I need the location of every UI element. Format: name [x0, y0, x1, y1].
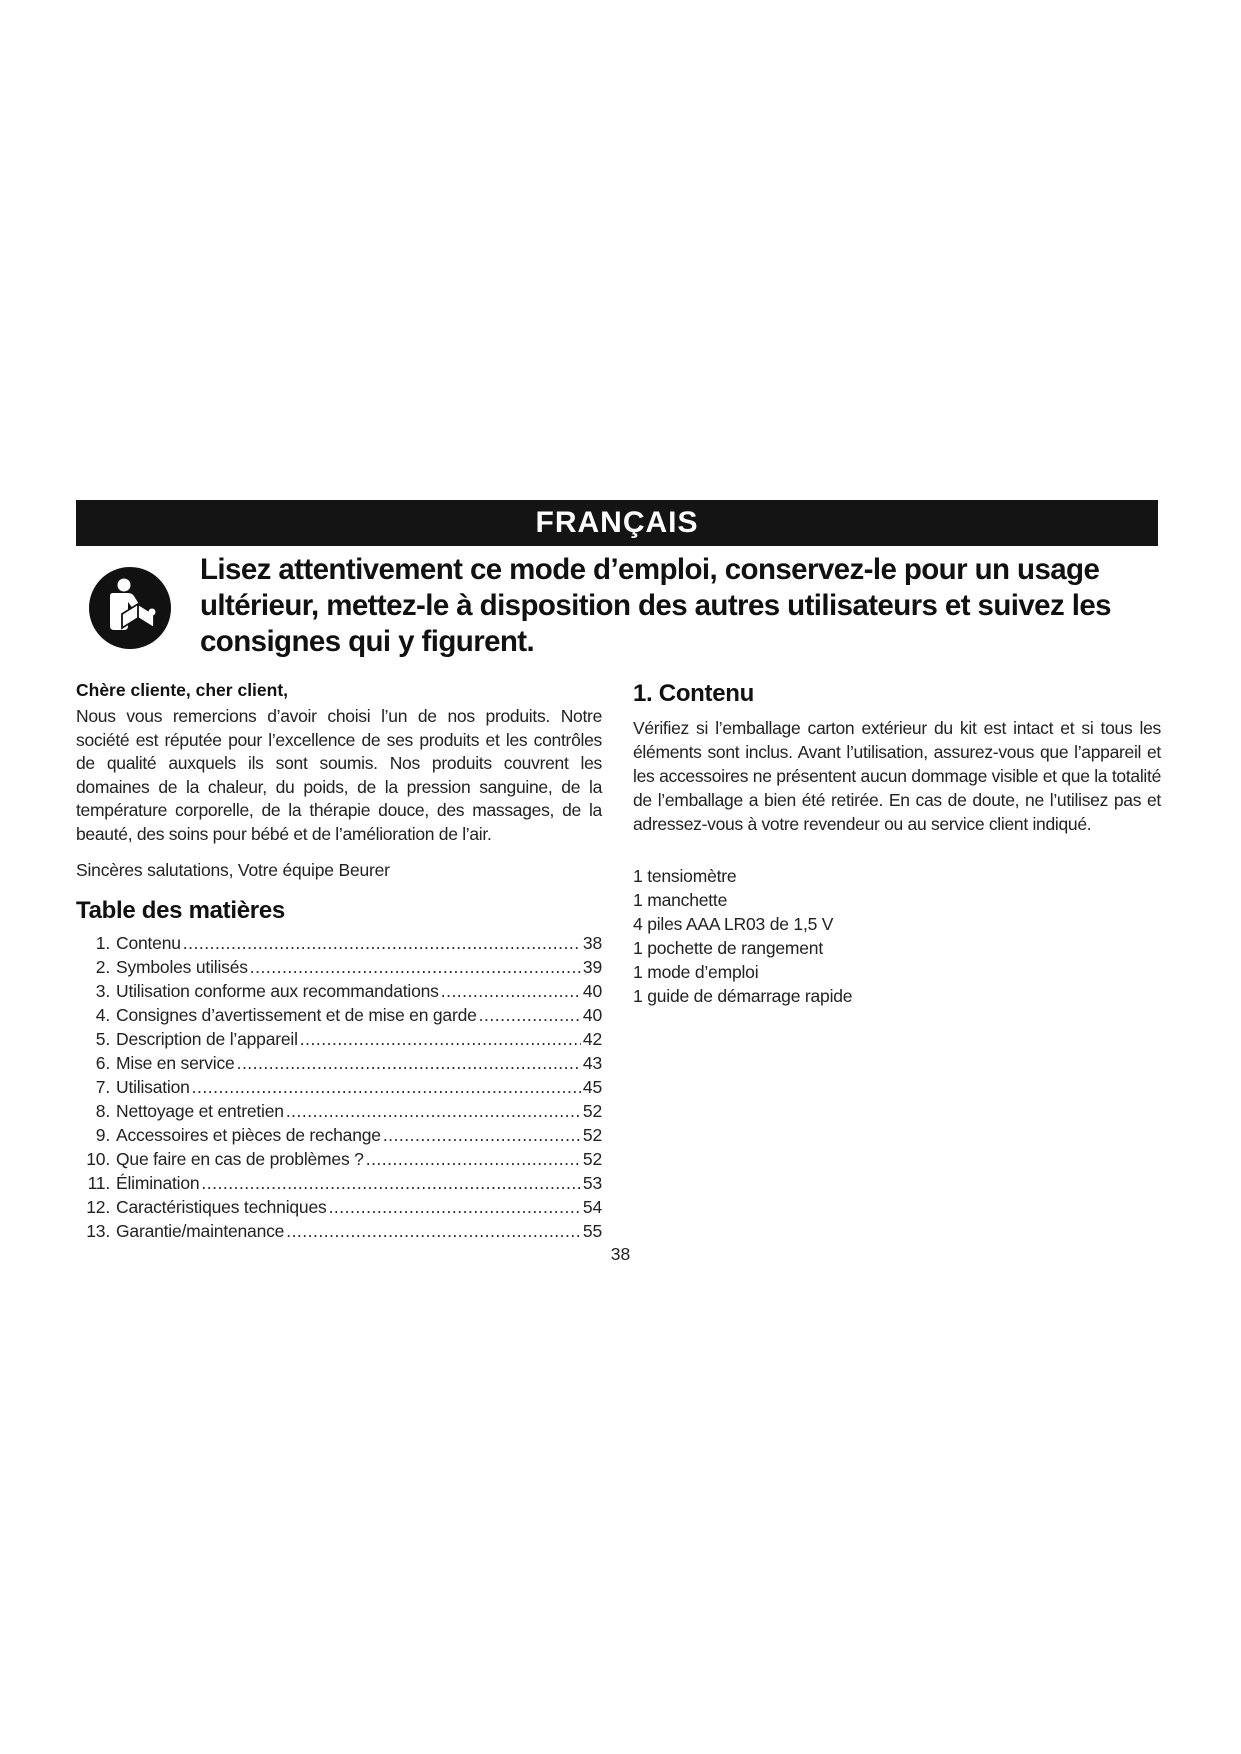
toc-row: [76, 1003, 602, 1027]
toc-leader: [250, 955, 581, 979]
toc-number: 3.: [95, 981, 110, 1001]
toc-label: Symboles utilisés: [116, 957, 248, 977]
read-manual-icon: [88, 566, 172, 650]
toc-number: 1.: [95, 933, 110, 953]
contents-section-title: 1. Contenu: [633, 680, 754, 707]
toc-label: Élimination: [116, 1173, 200, 1193]
toc-number: 8.: [95, 1101, 110, 1121]
contents-paragraph: Vérifiez si l’emballage carton extérieur du kit est intact et si tous les éléments sont inclus. Avant l’utilisation, assurez-vous que l’appareil et les accessoires ne présentent aucun dommage visible et que la totalité de l’emballage a bien été retirée. En cas de doute, ne l’utilisez pas et adressez-vous à votre revendeur ou au service client indiqué.: [633, 718, 1161, 834]
toc-leader: [479, 1003, 581, 1027]
toc-page: 40: [582, 981, 602, 1001]
toc-row: [76, 1099, 602, 1123]
toc-title: Table des matières: [76, 897, 285, 924]
toc-leader: [441, 979, 581, 1003]
toc-row: [76, 979, 602, 1003]
left-column: [76, 680, 602, 1243]
toc-leader: [192, 1075, 581, 1099]
toc-leader: [300, 1027, 581, 1051]
toc-page: 53: [582, 1173, 602, 1193]
intro-text: Lisez attentivement ce mode d’emploi, conservez-le pour un usage ultérieur, mettez-le à disposition des autres utilisateurs et suivez les consignes qui y figurent.: [200, 553, 1111, 658]
toc-page: 39: [582, 957, 602, 977]
toc-label: Caractéristiques techniques: [116, 1197, 327, 1217]
list-item: 1 pochette de rangement: [633, 938, 823, 958]
toc-label: Garantie/maintenance: [116, 1221, 285, 1241]
toc-label: Mise en service: [116, 1053, 235, 1073]
list-item: 1 guide de démarrage rapide: [633, 986, 853, 1006]
toc-page: 52: [582, 1149, 602, 1169]
toc-leader: [383, 1123, 581, 1147]
toc-label: Description de l’appareil: [116, 1029, 298, 1049]
toc-row: [76, 1123, 602, 1147]
toc-row: [76, 1027, 602, 1051]
toc-page: 42: [582, 1029, 602, 1049]
toc-page: 52: [582, 1101, 602, 1121]
list-item: 4 piles AAA LR03 de 1,5 V: [633, 914, 834, 934]
toc-label: Contenu: [116, 933, 181, 953]
toc-number: 12.: [86, 1197, 110, 1217]
toc-label: Consignes d’avertissement et de mise en garde: [116, 1005, 477, 1025]
toc-number: 4.: [95, 1005, 110, 1025]
toc-row: [76, 1075, 602, 1099]
toc-page: 38: [582, 933, 602, 953]
toc-row: [76, 1147, 602, 1171]
toc-label: Utilisation conforme aux recommandations: [116, 981, 439, 1001]
toc-leader: [329, 1195, 581, 1219]
toc-number: 11.: [87, 1173, 110, 1193]
toc-number: 7.: [95, 1077, 110, 1097]
language-banner: [76, 500, 1158, 546]
toc-row: [76, 1195, 602, 1219]
greeting: Chère cliente, cher client,: [76, 680, 289, 700]
welcome-paragraph: Nous vous remercions d’avoir choisi l’un de nos produits. Notre société est réputée pour l’excellence de ses produits et les contrôles de qualité auxquels ils sont soumis. Nos produits couvrent les domaines de la chaleur, du poids, de la pression sanguine, de la température corporelle, de la thérapie douce, des massages, de la beauté, des soins pour bébé et de l’amélioration de l’air.: [76, 706, 602, 844]
toc-number: 9.: [95, 1125, 110, 1145]
package-contents-list: [633, 864, 1161, 1008]
toc-page: 54: [582, 1197, 602, 1217]
page-number: 38: [610, 1244, 631, 1264]
toc-label: Nettoyage et entretien: [116, 1101, 284, 1121]
toc-row: [76, 1051, 602, 1075]
table-of-contents: [76, 931, 602, 1243]
toc-page: 40: [582, 1005, 602, 1025]
toc-row: [76, 955, 602, 979]
right-column: [633, 680, 1161, 1008]
toc-leader: [286, 1099, 581, 1123]
list-item: 1 tensiomètre: [633, 866, 737, 886]
toc-row: [76, 931, 602, 955]
toc-leader: [201, 1171, 581, 1195]
toc-number: 5.: [95, 1029, 110, 1049]
toc-number: 2.: [95, 957, 110, 977]
list-item: 1 mode d’emploi: [633, 962, 759, 982]
toc-label: Accessoires et pièces de rechange: [116, 1125, 381, 1145]
banner-title: FRANÇAIS: [535, 506, 699, 539]
toc-row: [76, 1171, 602, 1195]
toc-page: 45: [582, 1077, 602, 1097]
toc-row: [76, 1219, 602, 1243]
toc-number: 13.: [86, 1221, 110, 1241]
toc-leader: [286, 1219, 581, 1243]
toc-leader: [366, 1147, 581, 1171]
toc-page: 43: [582, 1053, 602, 1073]
list-item: 1 manchette: [633, 890, 728, 910]
toc-number: 10.: [86, 1149, 110, 1169]
toc-leader: [237, 1051, 581, 1075]
toc-page: 55: [582, 1221, 602, 1241]
intro-notice: [88, 552, 1158, 667]
signoff: Sincères salutations, Votre équipe Beurer: [76, 860, 390, 880]
toc-label: Utilisation: [116, 1077, 190, 1097]
toc-label: Que faire en cas de problèmes ?: [116, 1149, 364, 1169]
toc-page: 52: [582, 1125, 602, 1145]
toc-number: 6.: [95, 1053, 110, 1073]
toc-leader: [183, 931, 581, 955]
